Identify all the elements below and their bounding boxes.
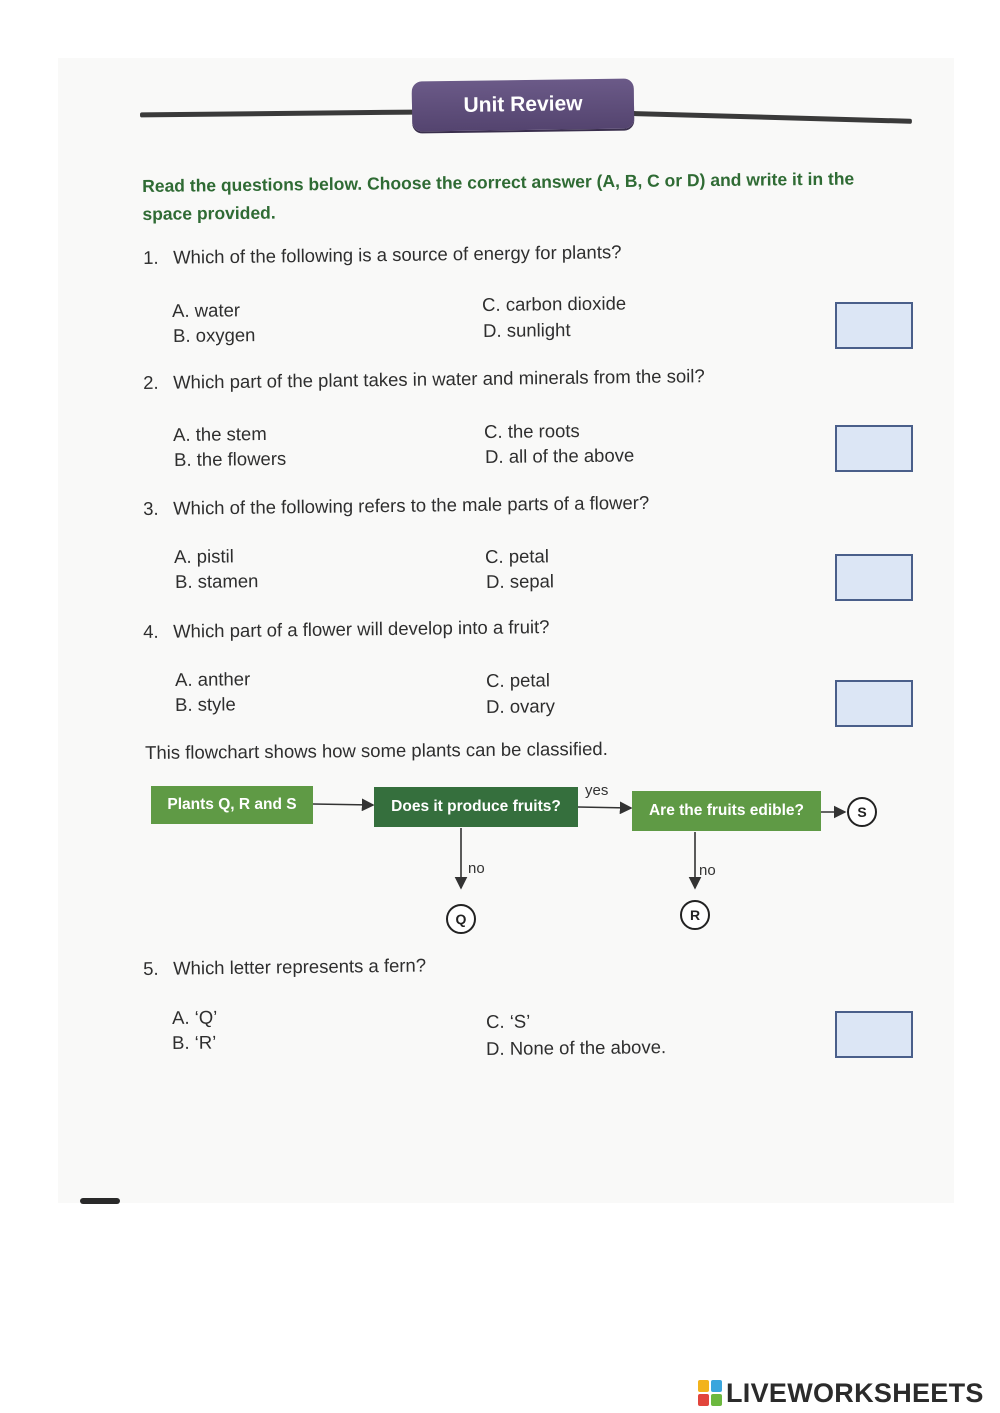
q2-option-b: B. the flowers bbox=[174, 447, 287, 470]
question-5 bbox=[143, 955, 426, 980]
question-number: 1. bbox=[143, 246, 159, 268]
arrow-start-to-q1 bbox=[313, 804, 373, 805]
question-text: Which of the following refers to the male parts of a flower? bbox=[172, 491, 650, 519]
flow-start-box: Plants Q, R and S bbox=[151, 786, 313, 824]
q3-option-a: A. pistil bbox=[174, 545, 234, 567]
q4-option-c: C. petal bbox=[486, 669, 550, 691]
flow-question-edible-box: Are the fruits edible? bbox=[632, 791, 821, 831]
question-number: 4. bbox=[143, 620, 159, 642]
q2-option-a: A. the stem bbox=[173, 423, 267, 445]
arrow-yes bbox=[578, 807, 631, 808]
question-text: Which of the following is a source of energy for plants? bbox=[172, 241, 622, 268]
question-text: Which part of a flower will develop into a fruit? bbox=[172, 616, 550, 642]
question-number: 5. bbox=[143, 957, 159, 979]
q4-option-a: A. anther bbox=[175, 668, 251, 690]
q3-option-b: B. stamen bbox=[175, 570, 259, 592]
q5-option-d: D. None of the above. bbox=[486, 1036, 667, 1059]
no-label-left: no bbox=[468, 860, 485, 877]
node-r: R bbox=[680, 900, 710, 930]
q5-option-b: B. ‘R’ bbox=[172, 1031, 217, 1053]
yes-label: yes bbox=[585, 782, 609, 799]
q4-option-b: B. style bbox=[175, 693, 236, 715]
liveworksheets-logo-icon bbox=[698, 1380, 722, 1406]
q2-option-c: C. the roots bbox=[484, 419, 580, 442]
q5-answer-box[interactable] bbox=[835, 1011, 913, 1058]
page-corner-mark bbox=[80, 1198, 120, 1204]
q3-option-c: C. petal bbox=[485, 545, 549, 567]
node-q: Q bbox=[446, 904, 476, 934]
instructions-text: Read the questions below. Choose the correct answer (A, B, C or D) and write it in the space provided. bbox=[142, 168, 855, 224]
q1-option-d: D. sunlight bbox=[483, 319, 571, 341]
q2-option-d: D. all of the above bbox=[485, 444, 635, 467]
q1-option-c: C. carbon dioxide bbox=[482, 292, 627, 315]
no-label-right: no bbox=[699, 862, 716, 879]
page-title: Unit Review bbox=[412, 78, 635, 131]
q4-option-d: D. ovary bbox=[486, 695, 556, 717]
node-s: S bbox=[847, 797, 877, 827]
q5-option-c: C. ‘S’ bbox=[486, 1010, 531, 1032]
question-number: 2. bbox=[143, 371, 159, 393]
question-text: Which letter represents a fern? bbox=[172, 954, 427, 979]
question-number: 3. bbox=[143, 497, 159, 519]
flowchart-intro: This flowchart shows how some plants can be classified. bbox=[145, 737, 608, 763]
q5-option-a: A. ‘Q’ bbox=[172, 1006, 218, 1028]
flow-question-fruits-box: Does it produce fruits? bbox=[374, 787, 578, 827]
liveworksheets-brand bbox=[698, 1377, 984, 1409]
q1-option-b: B. oxygen bbox=[173, 324, 256, 346]
q1-option-a: A. water bbox=[172, 299, 241, 321]
q3-option-d: D. sepal bbox=[486, 570, 555, 592]
brand-name: LIVEWORKSHEETS bbox=[726, 1377, 984, 1408]
question-text: Which part of the plant takes in water and minerals from the soil? bbox=[172, 365, 705, 393]
